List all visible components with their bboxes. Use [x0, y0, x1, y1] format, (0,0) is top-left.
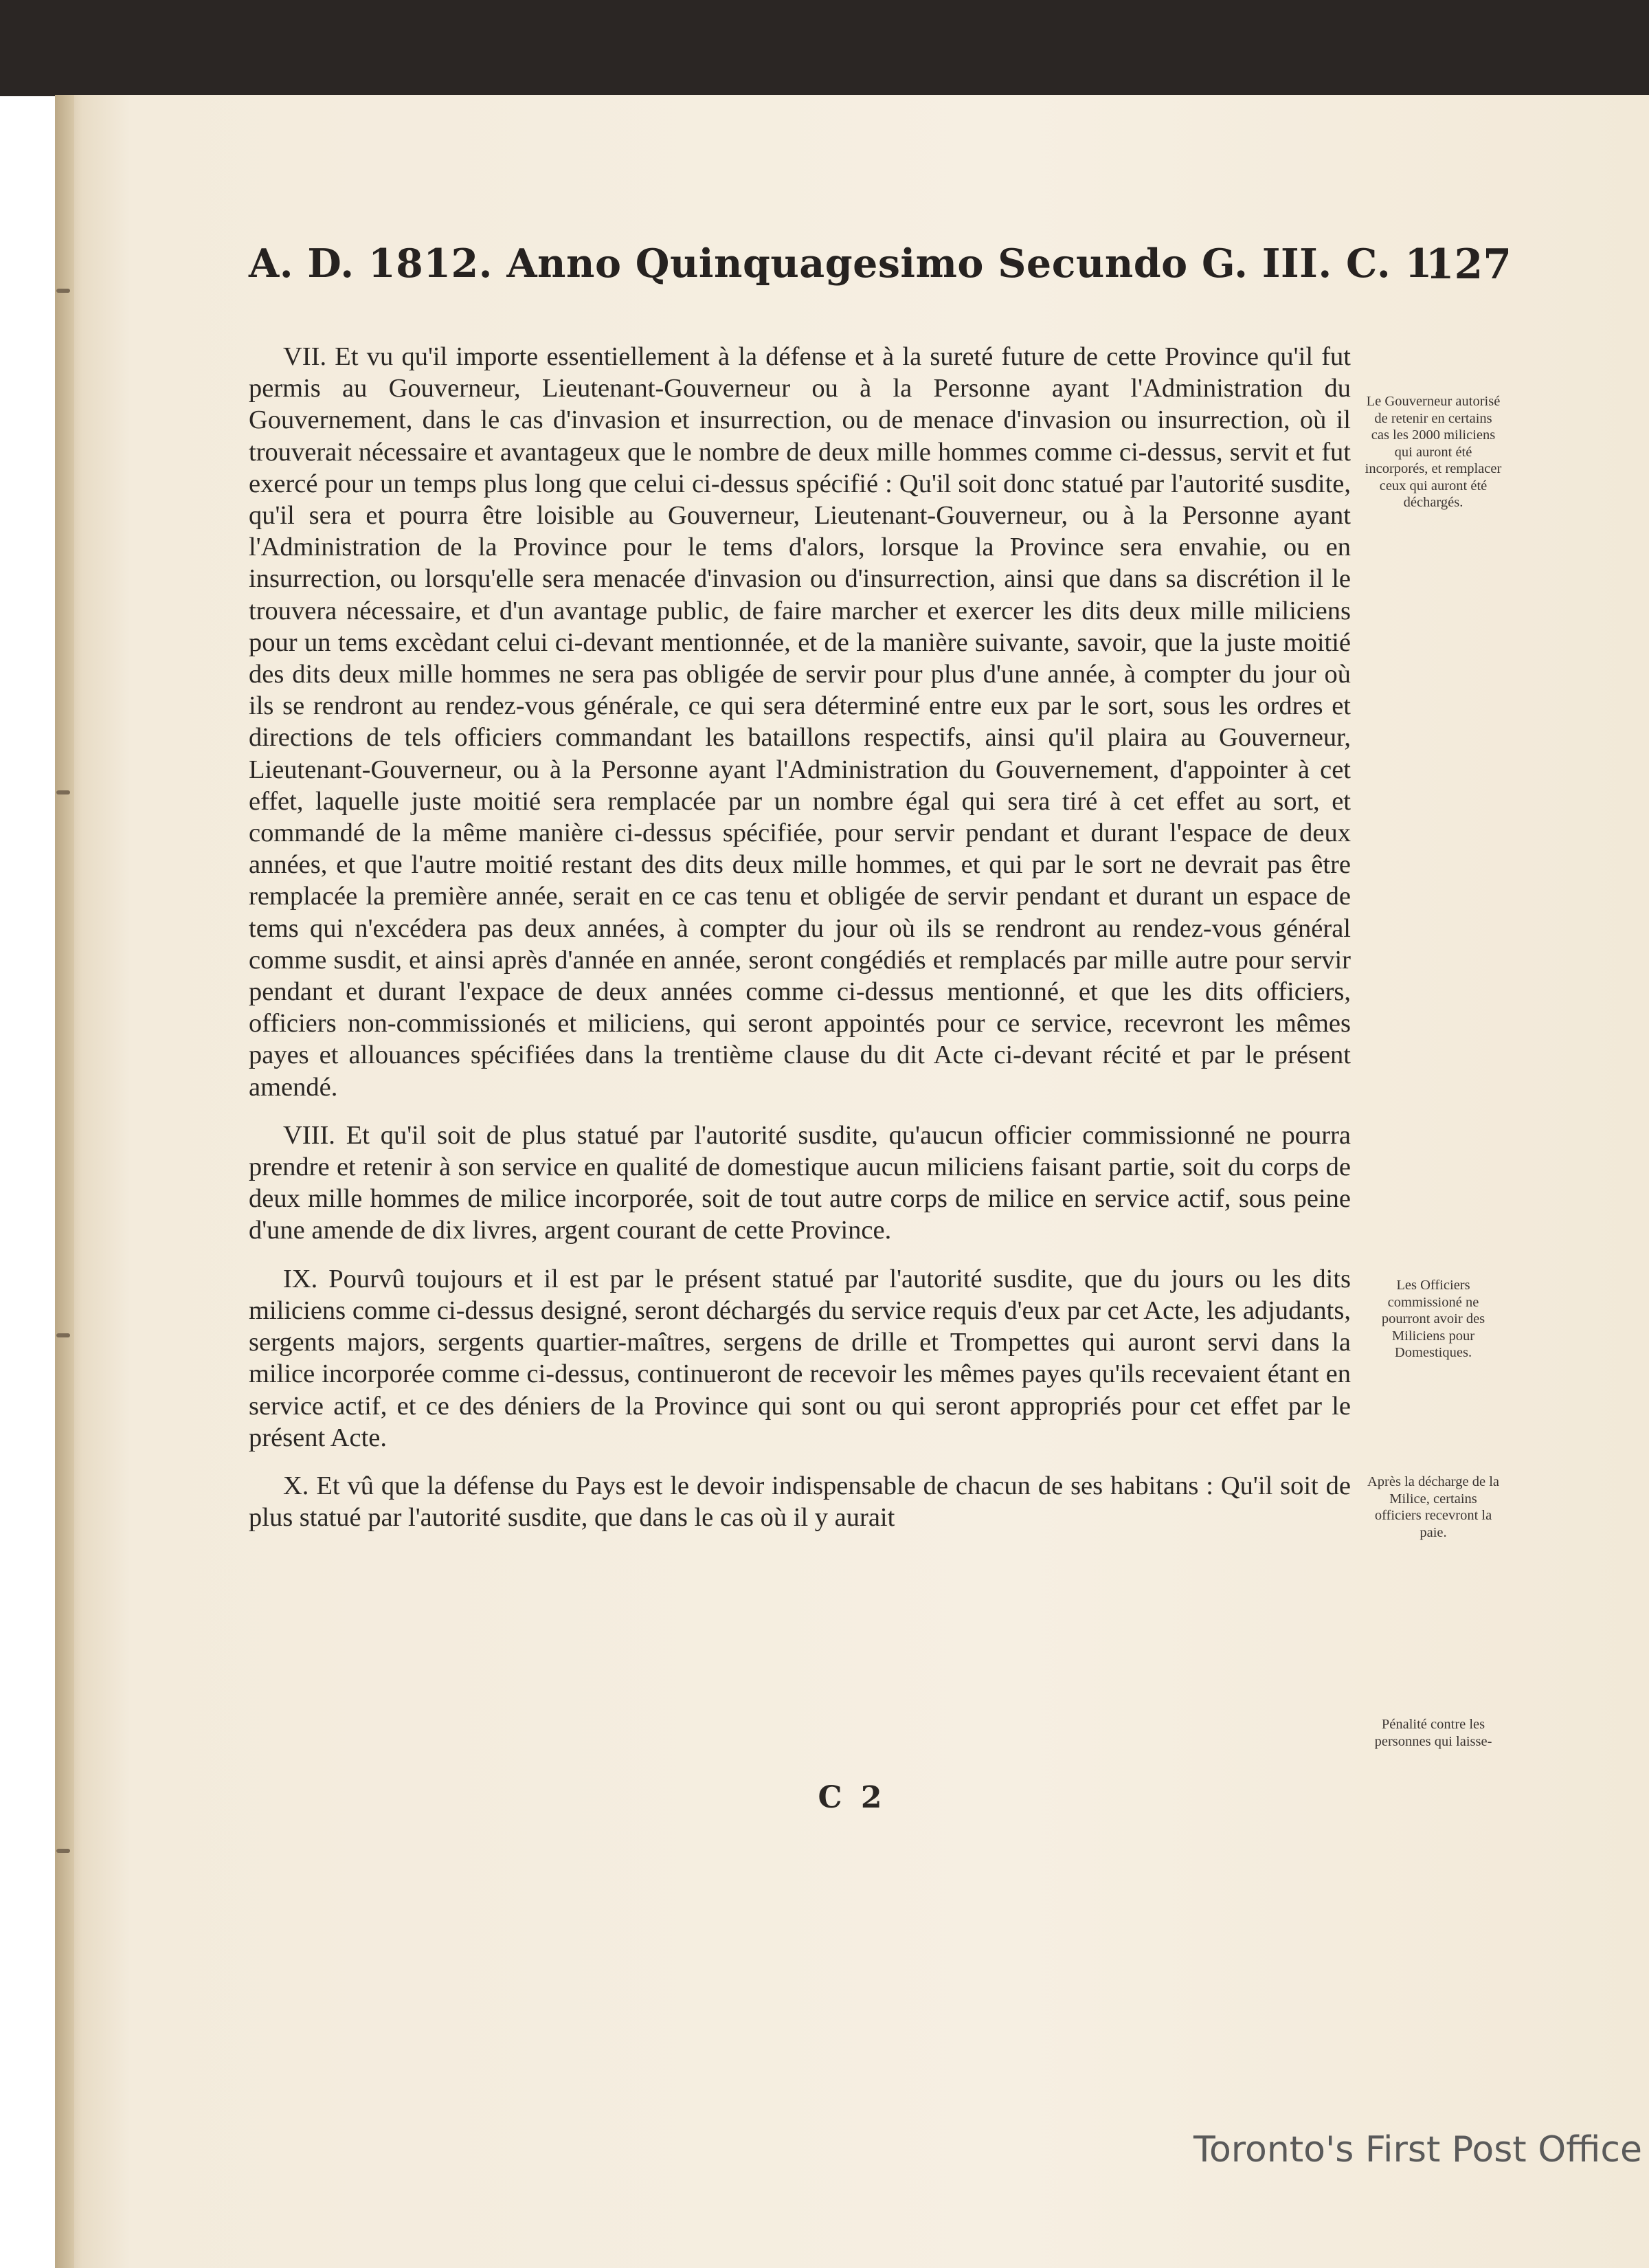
paragraph-section-7 [249, 341, 1351, 1103]
page-binding-edge [55, 95, 74, 2268]
binding-stitch [56, 1333, 70, 1337]
section-text: Pourvû toujours et il est par le présent statué par l'autorité susdite, que du jours ou les dits miliciens comme ci-dessus designé, seront déchargés du service requis d'eux par cet Acte, les adjudants, sergents majors, sergents quartier-maîtres, sergens de drille et Trompettes qui auront servi dans la milice incorporée comme ci-dessus, continueront de recevoir les mêmes payes qu'ils recevaient étant en service actif, et ce des déniers de la Province qui sont ou qui seront appropriés pour cet effet par le présent Acte. [249, 1264, 1351, 1452]
watermark-caption: Toronto's First Post Office [1193, 2129, 1642, 2170]
signature-mark: C 2 [818, 1780, 886, 1815]
section-number: VIII. [283, 1120, 335, 1150]
running-title: A. D. 1812. Anno Quinquagesimo Secundo G. III. C. 1. [249, 241, 1447, 287]
section-text: Et vu qu'il importe essentiellement à la défense et à la sureté future de cette Province qu'il fut permis au Gouverneur, Lieutenant-Gouverneur ou à la Personne ayant l'Administration du Gouvernement, dans le cas d'invasion et insurrection, ou de menace d'invasion ou insurrection, où il trouverait nécessaire et avantageux que le nombre de deux mille hommes comme ci-dessus, servit et fut exercé pour un temps plus long que celui ci-dessus spécifié : Qu'il soit donc statué par l'autorité susdite, qu'il sera et pourra être loisible au Gouverneur, Lieutenant-Gouverneur, ou à la Personne ayant l'Administration de la Province pour le tems d'alors, lorsque la Province sera envahie, ou en insurrection, ou lorsqu'elle sera menacée d'invasion ou d'insurrection, ainsi que dans sa discrétion il le trouvera nécessaire, et d'un avantage public, de faire marcher et exercer les dits deux mille miliciens pour un tems excèdant celui ci-devant mentionnée, et de la manière suivante, savoir, que la juste moitié des dits deux mille hommes ne sera pas obligée de servir pour plus d'une année, à compter du jour où ils se rendront au rendez-vous générale, ce qui sera déterminé entre eux par le sort, sous les ordres et directions de tels officiers commandant les bataillons respectifs, ainsi qu'il plaira au Gouverneur, Lieutenant-Gouverneur, ou à la Personne ayant l'Administration du Gouvernement, d'appointer à cet effet, laquelle juste moitié sera remplacée par un nombre égal qui sera tiré à cet effet au sort, et commandé de la même manière ci-dessus spécifiée, pour servir pendant et durant l'espace de deux années, et que l'autre moitié restant des dits deux mille hommes, et qui par le sort ne devrait pas être remplacée la première année, serait en ce cas tenu et obligée de servir pendant et durant un espace de tems qui n'excédera pas deux années, à compter du jour où ils se rendront au rendez-vous général comme susdit, et ainsi après d'année en année, seront congédiés et remplacés par mille autre pour servir pendant et durant l'expace de deux années comme ci-dessus mentionné, et que les dits officiers, officiers non-commissionés et miliciens, qui seront appointés pour ce service, recevront les mêmes payes et allouances spécifiées dans la trentième clause du dit Acte ci-devant récité et par le présent amendé. [249, 342, 1351, 1102]
section-number: X. [283, 1471, 309, 1500]
section-number: VII. [283, 342, 327, 371]
binding-stitch [56, 289, 70, 293]
paragraph-section-10 [249, 1470, 1351, 1533]
margin-note-section-10: Pénalité contre les personnes qui laisse- [1374, 1717, 1492, 1749]
page-number: 127 [1425, 241, 1512, 289]
section-text: Et vû que la défense du Pays est le devoir indispensable de chacun de ses habitans : Qu'il soit de plus statué par l'autorité susdite, que dans le cas où il y aurait [249, 1471, 1351, 1533]
margin-note-section-7: Le Gouverneur autorisé de retenir en certains cas les 2000 miliciens qui auront été incorporés, et remplacer ceux qui auront été déchargés. [1365, 394, 1502, 510]
dark-background-strip [0, 0, 1649, 96]
section-number: IX. [283, 1264, 318, 1293]
paragraph-section-9 [249, 1263, 1351, 1454]
binding-stitch [56, 1849, 70, 1853]
margin-note-section-8: Les Officiers commissioné ne pourront avoir des Miliciens pour Domestiques. [1381, 1278, 1485, 1360]
binding-stitch [56, 790, 70, 794]
section-text: Et qu'il soit de plus statué par l'autorité susdite, qu'aucun officier commissionné ne pourra prendre et retenir à son service en qualité de domestique aucun miliciens faisant partie, soit du corps de deux mille hommes de milice incorporée, soit de tout autre corps de milice en service actif, sous peine d'une amende de dix livres, argent courant de cette Province. [249, 1120, 1351, 1245]
paragraph-section-8 [249, 1120, 1351, 1247]
margin-note-section-9: Après la décharge de la Milice, certains officiers recevront la paie. [1367, 1474, 1499, 1540]
statute-text [249, 341, 1351, 1533]
